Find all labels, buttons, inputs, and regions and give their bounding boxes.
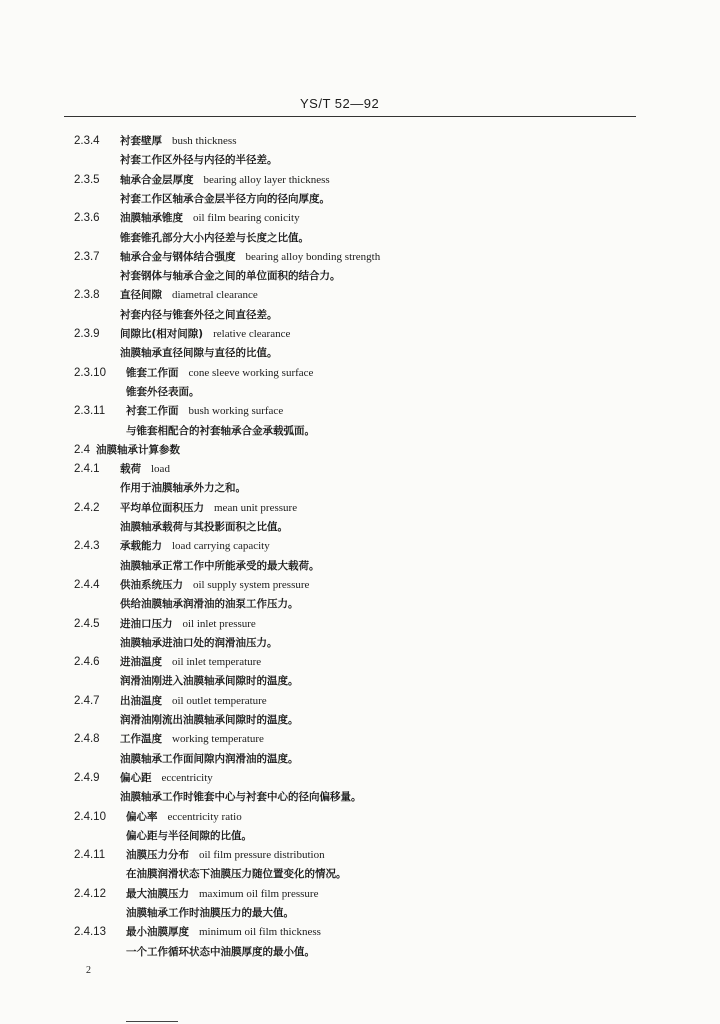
term-number: 2.3.5 xyxy=(74,173,100,186)
term-heading xyxy=(120,539,270,553)
term-english: bush thickness xyxy=(172,135,237,147)
term-definition: 作用于油膜轴承外力之和。 xyxy=(120,482,246,495)
term-definition: 油膜轴承载荷与其投影面积之比值。 xyxy=(120,521,288,533)
term-chinese: 直径间隙 xyxy=(120,289,162,302)
term-english: relative clearance xyxy=(213,328,291,340)
term-chinese: 锥套工作面 xyxy=(126,366,179,379)
term-english: working temperature xyxy=(172,733,264,746)
term-chinese: 最小油膜厚度 xyxy=(126,926,189,939)
term-number: 2.3.7 xyxy=(74,250,100,263)
term-heading xyxy=(120,771,213,785)
term-number: 2.4.1 xyxy=(74,463,100,476)
term-number: 2.3.6 xyxy=(74,212,100,225)
term-definition: 锥套锥孔部分大小内径差与长度之比值。 xyxy=(120,231,309,244)
term-definition: 与锥套相配合的衬套轴承合金承载弧面。 xyxy=(126,424,315,437)
term-chinese: 平均单位面积压力 xyxy=(120,501,204,514)
term-chinese: 油膜压力分布 xyxy=(126,849,189,862)
term-chinese: 偏心距 xyxy=(120,771,152,784)
term-chinese: 供油系统压力 xyxy=(120,578,183,591)
term-english: eccentricity ratio xyxy=(167,810,242,823)
term-number: 2.4.4 xyxy=(74,578,100,591)
term-number: 2.3.8 xyxy=(74,289,100,302)
term-definition: 一个工作循环状态中油膜厚度的最小值。 xyxy=(126,945,315,958)
term-english: load xyxy=(151,463,170,476)
term-english: bush working surface xyxy=(188,405,284,418)
term-english: bearing alloy bonding strength xyxy=(245,250,381,263)
term-heading xyxy=(120,211,300,225)
term-heading xyxy=(120,134,236,148)
term-english: eccentricity xyxy=(161,771,213,784)
term-definition: 锥套外径表面。 xyxy=(126,385,200,398)
term-english: load carrying capacity xyxy=(172,540,270,553)
term-heading xyxy=(120,501,297,515)
term-chinese: 偏心率 xyxy=(126,810,158,823)
term-number: 2.4.9 xyxy=(74,771,100,784)
term-heading xyxy=(126,925,321,939)
term-heading xyxy=(120,250,380,264)
term-definition: 油膜轴承工作面间隙内润滑油的温度。 xyxy=(120,752,299,765)
term-chinese: 最大油膜压力 xyxy=(126,887,189,900)
term-number: 2.4.2 xyxy=(74,501,100,514)
term-heading xyxy=(126,810,242,824)
term-heading xyxy=(120,578,309,592)
term-chinese: 出油温度 xyxy=(120,694,162,707)
term-definition: 油膜轴承直径间隙与直径的比值。 xyxy=(120,347,278,360)
term-definition: 供给油膜轴承润滑油的油泵工作压力。 xyxy=(120,598,299,611)
term-number: 2.4.13 xyxy=(74,926,106,939)
term-heading xyxy=(120,462,170,476)
term-english: bearing alloy layer thickness xyxy=(203,173,330,186)
term-chinese: 轴承合金与钢体结合强度 xyxy=(120,250,236,263)
term-definition: 衬套工作区轴承合金层半径方向的径向厚度。 xyxy=(120,192,330,205)
term-number: 2.3.9 xyxy=(74,328,100,340)
term-english: maximum oil film pressure xyxy=(199,887,319,900)
term-chinese: 衬套工作面 xyxy=(126,405,179,418)
term-number: 2.3.11 xyxy=(74,405,106,418)
term-heading xyxy=(126,848,325,862)
term-chinese: 进油温度 xyxy=(120,656,162,669)
term-heading xyxy=(126,404,283,418)
term-definition: 油膜轴承进油口处的润滑油压力。 xyxy=(120,636,278,649)
term-number: 2.4.6 xyxy=(74,656,100,669)
term-heading xyxy=(120,173,330,187)
term-chinese: 载荷 xyxy=(120,463,141,476)
term-definition: 油膜轴承工作时锥套中心与衬套中心的径向偏移量。 xyxy=(120,791,362,804)
term-heading xyxy=(120,327,290,341)
term-chinese: 承载能力 xyxy=(120,540,162,553)
term-english: oil supply system pressure xyxy=(193,578,310,591)
term-number: 2.4.3 xyxy=(74,540,100,553)
term-number: 2.4.11 xyxy=(74,849,106,862)
term-heading xyxy=(120,288,258,302)
term-english: oil film pressure distribution xyxy=(199,849,325,862)
page-number: 2 xyxy=(86,965,91,976)
term-english: cone sleeve working surface xyxy=(188,366,314,379)
term-definition: 在油膜润滑状态下油膜压力随位置变化的情况。 xyxy=(126,868,347,881)
term-english: oil inlet pressure xyxy=(182,617,256,630)
term-heading xyxy=(96,443,180,457)
term-english: oil outlet temperature xyxy=(172,694,267,707)
term-number: 2.3.10 xyxy=(74,366,106,379)
term-definition: 润滑油刚流出油膜轴承间隙时的温度。 xyxy=(120,714,299,726)
term-heading xyxy=(126,366,313,380)
term-chinese: 衬套壁厚 xyxy=(120,135,162,147)
term-definition: 润滑油刚进入油膜轴承间隙时的温度。 xyxy=(120,675,299,688)
term-number: 2.4.12 xyxy=(74,887,106,900)
document-code-header: YS/T 52—92 xyxy=(300,96,380,111)
term-chinese: 油膜轴承计算参数 xyxy=(96,443,180,456)
term-definition: 偏心距与半径间隙的比值。 xyxy=(126,829,252,842)
term-chinese: 油膜轴承锥度 xyxy=(120,212,183,225)
term-heading xyxy=(120,655,261,669)
term-number: 2.4.7 xyxy=(74,694,100,707)
term-english: minimum oil film thickness xyxy=(199,926,321,939)
term-english: oil inlet temperature xyxy=(172,656,262,669)
term-heading xyxy=(120,732,264,746)
term-number: 2.4 xyxy=(74,443,90,456)
term-english: mean unit pressure xyxy=(214,501,298,514)
footer-rule xyxy=(126,1021,178,1022)
term-definition: 衬套内径与锥套外径之间直径差。 xyxy=(120,308,278,321)
term-heading xyxy=(120,694,267,708)
term-number: 2.3.4 xyxy=(74,135,100,147)
term-heading xyxy=(120,617,256,631)
term-english: diametral clearance xyxy=(172,289,258,302)
term-chinese: 轴承合金层厚度 xyxy=(120,173,194,186)
term-number: 2.4.5 xyxy=(74,617,100,630)
term-definition: 衬套工作区外径与内径的半径差。 xyxy=(120,154,278,167)
term-definition: 油膜轴承正常工作中所能承受的最大载荷。 xyxy=(120,559,320,572)
term-number: 2.4.8 xyxy=(74,733,100,746)
term-definition: 油膜轴承工作时油膜压力的最大值。 xyxy=(126,907,294,919)
term-english: oil film bearing conicity xyxy=(193,212,300,225)
term-number: 2.4.10 xyxy=(74,810,106,823)
term-definition: 衬套钢体与轴承合金之间的单位面积的结合力。 xyxy=(120,270,341,283)
term-chinese: 进油口压力 xyxy=(120,617,173,630)
term-heading xyxy=(126,887,318,901)
term-chinese: 工作温度 xyxy=(120,733,162,746)
term-chinese: 间隙比(相对间隙) xyxy=(120,328,204,340)
